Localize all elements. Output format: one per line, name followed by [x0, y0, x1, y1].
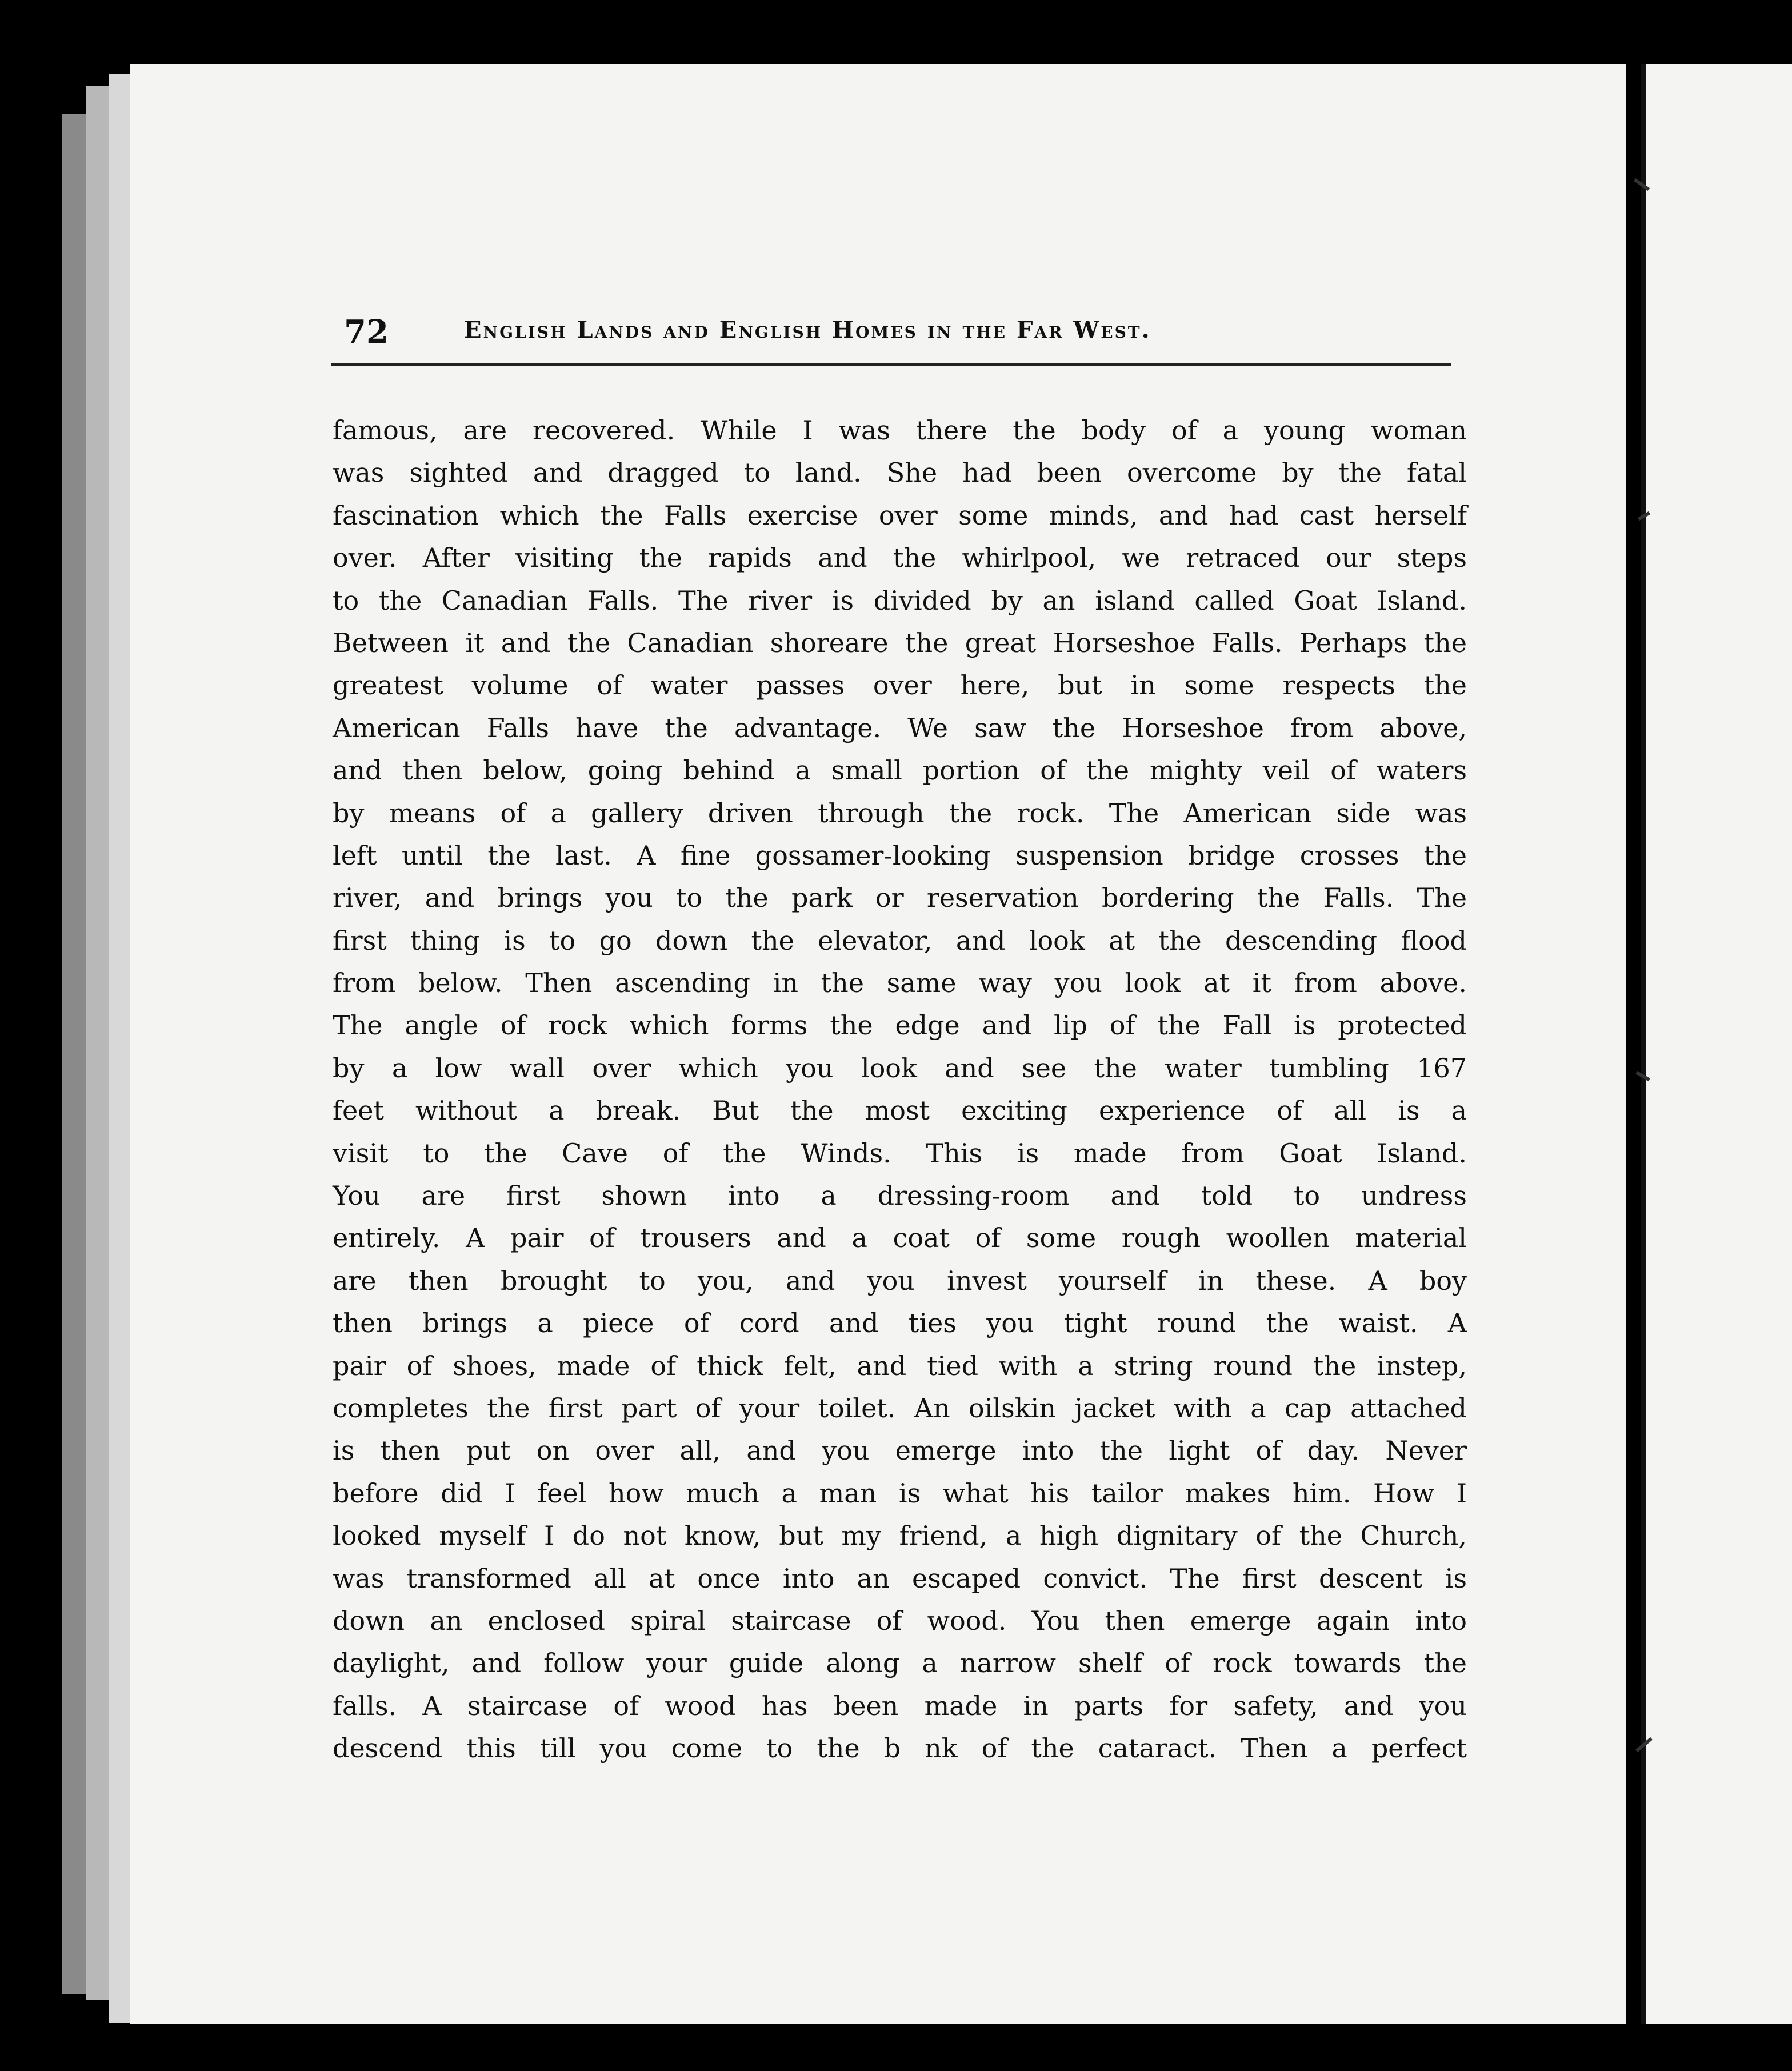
text-line: then brings a piece of cord and ties you tight round the waist. A [333, 1308, 1467, 1339]
page-edge-stack [109, 74, 131, 2023]
text-line: You are first shown into a dressing-room and told to undress [333, 1180, 1467, 1212]
running-header [344, 313, 1453, 365]
text-line: greatest volume of water passes over here, but in some respects the [333, 670, 1467, 701]
text-line: are then brought to you, and you invest yourself in these. A boy [333, 1265, 1467, 1296]
text-line: river, and brings you to the park or reservation bordering the Falls. The [333, 882, 1467, 914]
text-line: falls. A staircase of wood has been made in parts for safety, and you [333, 1690, 1467, 1721]
running-title: English Lands and English Homes in the Far West. [464, 317, 1151, 343]
body-text [333, 409, 1475, 1770]
page-number: 72 [344, 313, 389, 351]
text-line: famous, are recovered. While I was there the body of a young woman [333, 415, 1467, 446]
text-line: looked myself I do not know, but my friend, a high dignitary of the Church, [333, 1520, 1467, 1552]
text-line: feet without a break. But the most exciting experience of all is a [333, 1095, 1467, 1126]
text-line: was sighted and dragged to land. She had been overcome by the fatal [333, 457, 1467, 489]
text-line: Between it and the Canadian shoreare the great Horseshoe Falls. Perhaps the [333, 627, 1467, 658]
text-line: to the Canadian Falls. The river is divided by an island called Goat Island. [333, 585, 1467, 616]
text-line: is then put on over all, and you emerge into the light of day. Never [333, 1435, 1467, 1466]
text-line: descend this till you come to the b nk of the cataract. Then a perfect [333, 1733, 1467, 1764]
text-line: from below. Then ascending in the same way you look at it from above. [333, 967, 1467, 999]
text-line: and then below, going behind a small portion of the mighty veil of waters [333, 755, 1467, 786]
adjacent-page-edge [1646, 64, 1792, 2024]
text-line: daylight, and follow your guide along a narrow shelf of rock towards the [333, 1648, 1467, 1679]
text-line: visit to the Cave of the Winds. This is made from Goat Island. [333, 1137, 1467, 1169]
text-line: American Falls have the advantage. We saw the Horseshoe from above, [333, 712, 1467, 743]
text-line: by means of a gallery driven through the rock. The American side was [333, 797, 1467, 829]
text-line: fascination which the Falls exercise over some minds, and had cast herself [333, 499, 1467, 531]
text-line: down an enclosed spiral staircase of wood. You then emerge again into [333, 1605, 1467, 1636]
text-line: The angle of rock which forms the edge and lip of the Fall is protected [333, 1010, 1467, 1041]
text-line: over. After visiting the rapids and the whirlpool, we retraced our steps [333, 542, 1467, 574]
text-line: was transformed all at once into an escaped convict. The first descent is [333, 1562, 1467, 1594]
text-line: completes the first part of your toilet. An oilskin jacket with a cap attached [333, 1392, 1467, 1424]
header-rule [331, 363, 1451, 366]
text-line: before did I feel how much a man is what his tailor makes him. How I [333, 1477, 1467, 1509]
text-line: left until the last. A fine gossamer-looking suspension bridge crosses the [333, 839, 1467, 871]
text-line: pair of shoes, made of thick felt, and tied with a string round the instep, [333, 1350, 1467, 1381]
text-line: entirely. A pair of trousers and a coat of some rough woollen material [333, 1222, 1467, 1254]
text-line: by a low wall over which you look and see the water tumbling 167 [333, 1052, 1467, 1084]
text-line: first thing is to go down the elevator, and look at the descending flood [333, 925, 1467, 956]
